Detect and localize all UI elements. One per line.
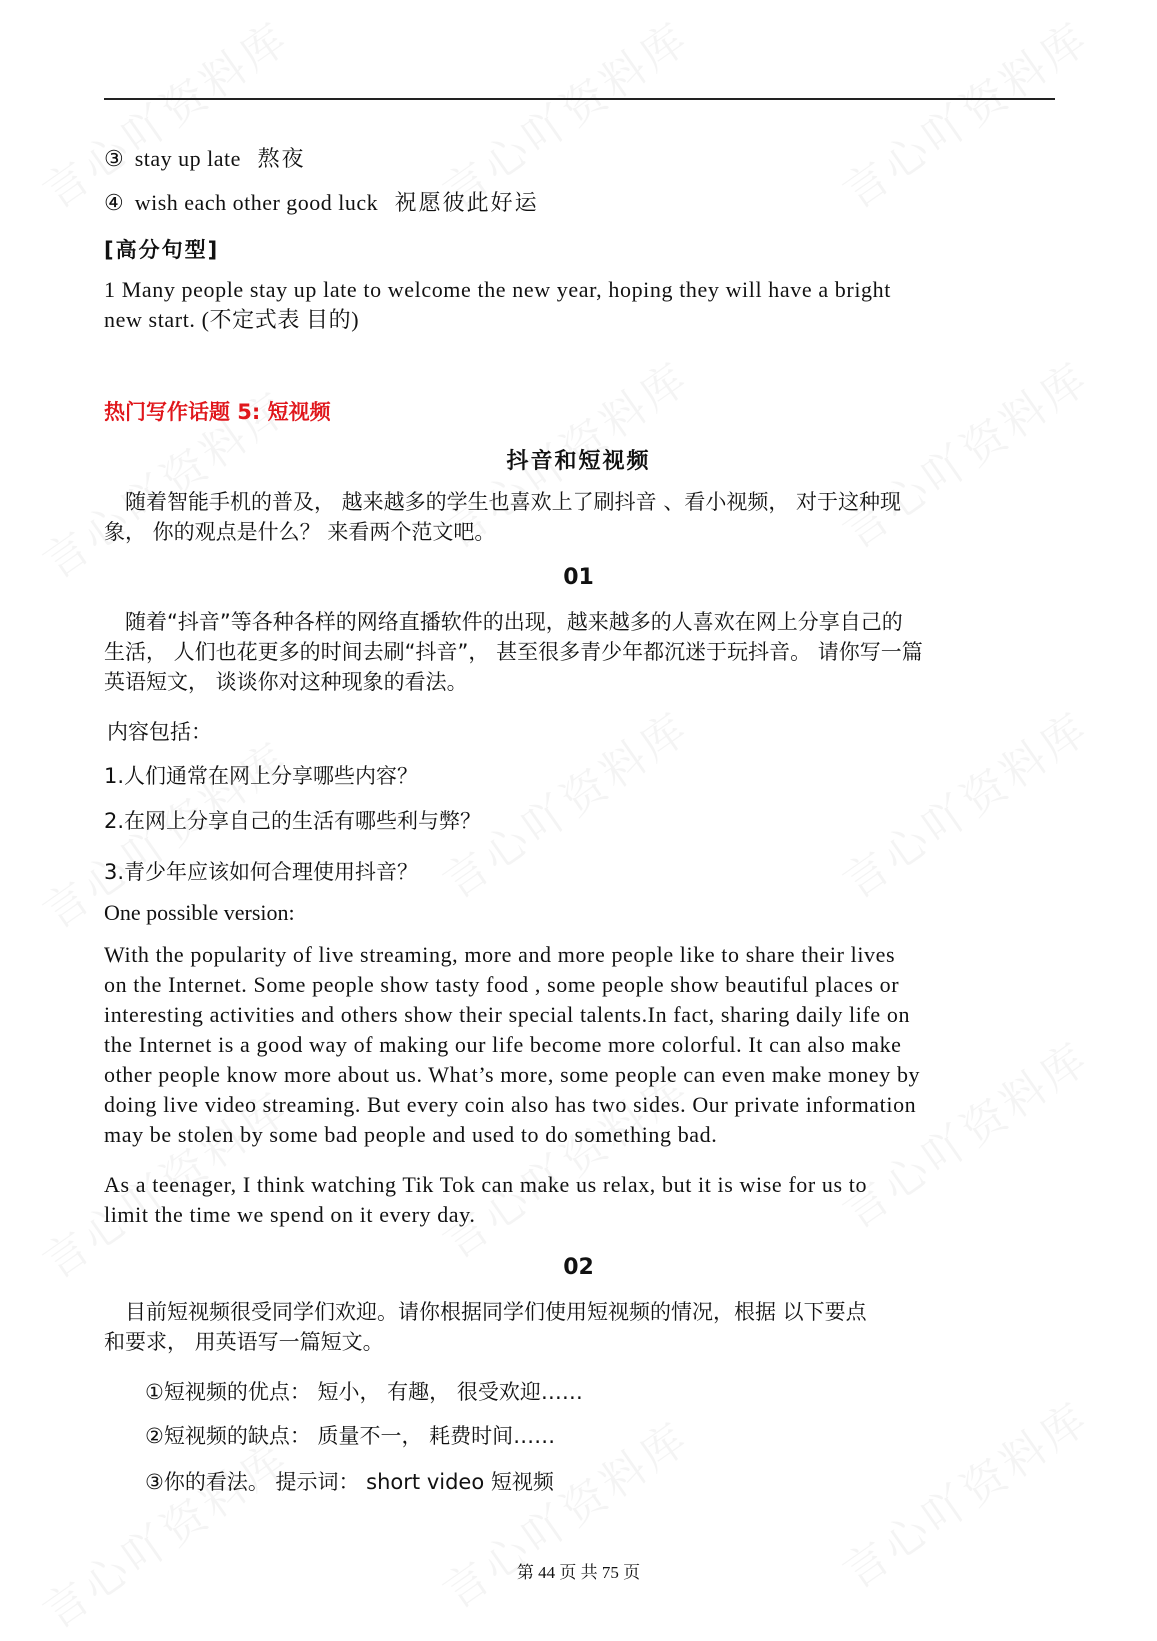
prompt-line: 目前短视频很受同学们欢迎。请你根据同学们使用短视频的情况，根据 以下要点 (104, 1300, 867, 1324)
point-item: ②短视频的缺点： 质量不一， 耗费时间…… (145, 1424, 556, 1448)
sentence-line: 1 Many people stay up late to welcome the new year, hoping they will have a bright (104, 277, 891, 302)
watermark (28, 1423, 301, 1641)
vocab-chinese: 祝愿彼此好运 (394, 191, 539, 216)
prompt-line: 英语短文， 谈谈你对这种现象的看法。 (104, 670, 468, 694)
vocab-chinese: 熬夜 (257, 147, 306, 172)
vocab-marker: ④ (104, 190, 124, 215)
essay-line: doing live video streaming. But every coin also has two sides. Our private information (104, 1092, 917, 1117)
question-item: 2.在网上分享自己的生活有哪些利与弊？ (104, 809, 482, 833)
essay-paragraph (104, 1170, 1059, 1230)
watermark (428, 693, 701, 911)
essay-line: on the Internet. Some people show tasty food , some people show beautiful places or (104, 972, 900, 997)
essay-line: the Internet is a good way of making our life become more colorful. It can also make (104, 1032, 902, 1057)
essay-line: may be stolen by some bad people and used to do something bad. (104, 1122, 718, 1147)
sentence-heading: [高分句型] (104, 238, 220, 262)
point-item: ③你的看法。 提示词： short video 短视频 (145, 1470, 554, 1494)
prompt-line: 随着“抖音”等各种各样的网络直播软件的出现，越来越多的人喜欢在网上分享自己的 (104, 610, 903, 634)
essay-line: With the popularity of live streaming, more and more people like to share their lives (104, 942, 896, 967)
intro-line: 象， 你的观点是什么？ 来看两个范文吧。 (104, 520, 496, 544)
prompt-paragraph (104, 607, 1059, 697)
point-item: ①短视频的优点： 短小， 有趣， 很受欢迎…… (145, 1380, 583, 1404)
page-footer: 第 44 页 共 75 页 (516, 1563, 641, 1582)
section-number: 02 (563, 1255, 594, 1280)
essay-paragraph (104, 940, 1059, 1150)
content-label: 内容包括： (107, 720, 212, 744)
essay-line: interesting activities and others show their special talents.In fact, sharing daily life on (104, 1002, 911, 1027)
sentence-line: new start. (不定式表 目的) (104, 307, 360, 332)
vocab-english: wish each other good luck (134, 190, 379, 215)
essay-line: As a teenager, I think watching Tik Tok can make us relax, but it is wise for us to (104, 1172, 868, 1197)
section-number: 01 (563, 565, 594, 590)
prompt-paragraph (104, 1297, 1059, 1357)
essay-line: other people know more about us. What’s more, some people can even make money by (104, 1062, 921, 1087)
version-label: One possible version: (104, 900, 295, 925)
header-rule (104, 98, 1055, 100)
question-item: 1.人们通常在网上分享哪些内容？ (104, 764, 419, 788)
vocab-marker: ③ (104, 146, 124, 171)
essay-line: limit the time we spend on it every day. (104, 1202, 476, 1227)
intro-line: 随着智能手机的普及， 越来越多的学生也喜欢上了刷抖音 、看小视频， 对于这种现 (104, 490, 902, 514)
vocab-item (104, 142, 305, 173)
vocab-english: stay up late (134, 146, 241, 171)
watermark (828, 693, 1101, 911)
sentence-paragraph (104, 275, 1059, 335)
question-item: 3.青少年应该如何合理使用抖音？ (104, 860, 419, 884)
article-title: 抖音和短视频 (506, 449, 651, 474)
prompt-line: 和要求， 用英语写一篇短文。 (104, 1330, 384, 1354)
watermark (828, 3, 1101, 221)
topic-title: 热门写作话题 5: 短视频 (104, 400, 331, 424)
intro-paragraph (104, 487, 1059, 547)
prompt-line: 生活， 人们也花更多的时间去刷“抖音”， 甚至很多青少年都沉迷于玩抖音。 请你写一篇 (104, 640, 923, 664)
vocab-item (104, 186, 539, 217)
